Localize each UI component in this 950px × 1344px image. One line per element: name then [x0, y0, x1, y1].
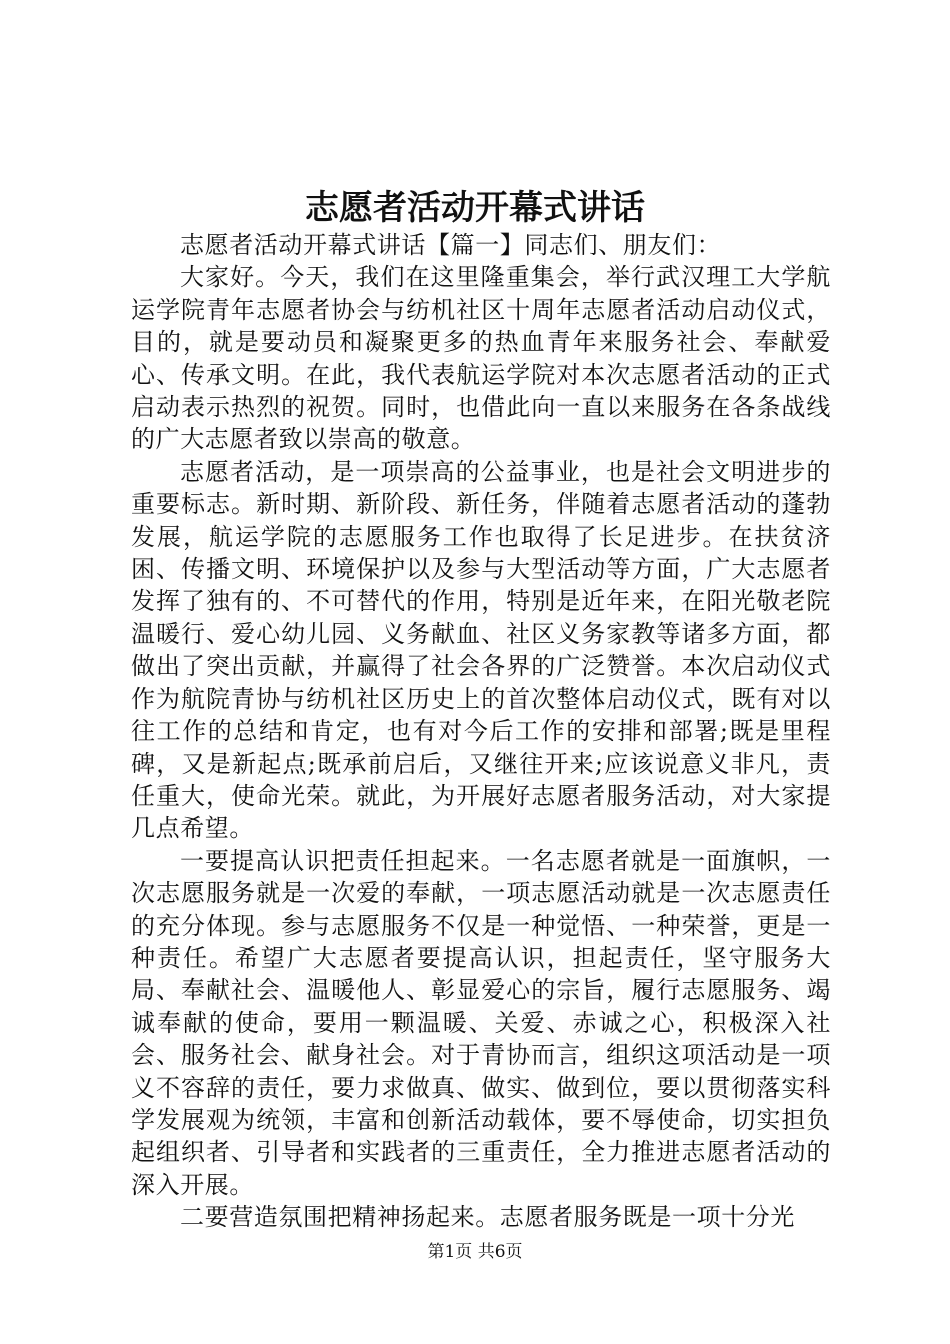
paragraph: 志愿者活动开幕式讲话【篇一】同志们、朋友们：: [180, 231, 722, 259]
paragraph: 一要提高认识把责任担起来。一名志愿者就是一面旗帜，一次志愿服务就是一次爱的奉献，一项志愿活动就是一次志愿责任的充分体现。参与志愿服务不仅是一种觉悟、一种荣誉，更是一种责任。希望广大志愿者要提高认识，担起责任，坚守服务大局、奉献社会、温暖他人、彰显爱心的宗旨，履行志愿服务、竭诚奉献的使命，要用一颗温暖、关爱、赤诚之心，积极深入社会、服务社会、献身社会。对于青协而言，组织这项活动是一项义不容辞的责任，要力求做真、做实、做到位，要以贯彻落实科学发展观为统领，丰富和创新活动载体，要不辱使命，切实担负起组织者、引导者和实践者的三重责任，全力推进志愿者活动的深入开展。: [131, 846, 831, 1199]
paragraph: 二要营造氛围把精神扬起来。志愿者服务既是一项十分光: [180, 1203, 795, 1232]
paragraph: 志愿者活动，是一项崇高的公益事业，也是社会文明进步的重要标志。新时期、新阶段、新任务，伴随着志愿者活动的蓬勃发展，航运学院的志愿服务工作也取得了长足进步。在扶贫济困、传播文明、环境保护以及参与大型活动等方面，广大志愿者发挥了独有的、不可替代的作用，特别是近年来，在阳光敬老院温暖行、爱心幼儿园、义务献血、社区义务家教等诸多方面，都做出了突出贡献，并赢得了社会各界的广泛赞誉。本次启动仪式作为航院青协与纺机社区历史上的首次整体启动仪式，既有对以往工作的总结和肯定，也有对今后工作的安排和部署;既是里程碑，又是新起点;既承前启后，又继往开来;应该说意义非凡，责任重大，使命光荣。就此，为开展好志愿者服务活动，对大家提几点希望。: [131, 457, 831, 843]
document-title: 志愿者活动开幕式讲话: [305, 188, 645, 228]
page-number-footer: 第1页 共6页: [427, 1242, 523, 1262]
document-body: [131, 229, 831, 1234]
paragraph: 大家好。今天，我们在这里隆重集会，举行武汉理工大学航运学院青年志愿者协会与纺机社区十周年志愿者活动启动仪式，目的，就是要动员和凝聚更多的热血青年来服务社会、奉献爱心、传承文明。在此，我代表航运学院对本次志愿者活动的正式启动表示热烈的祝贺。同时，也借此向一直以来服务在各条战线的广大志愿者致以崇高的敬意。: [131, 263, 831, 454]
